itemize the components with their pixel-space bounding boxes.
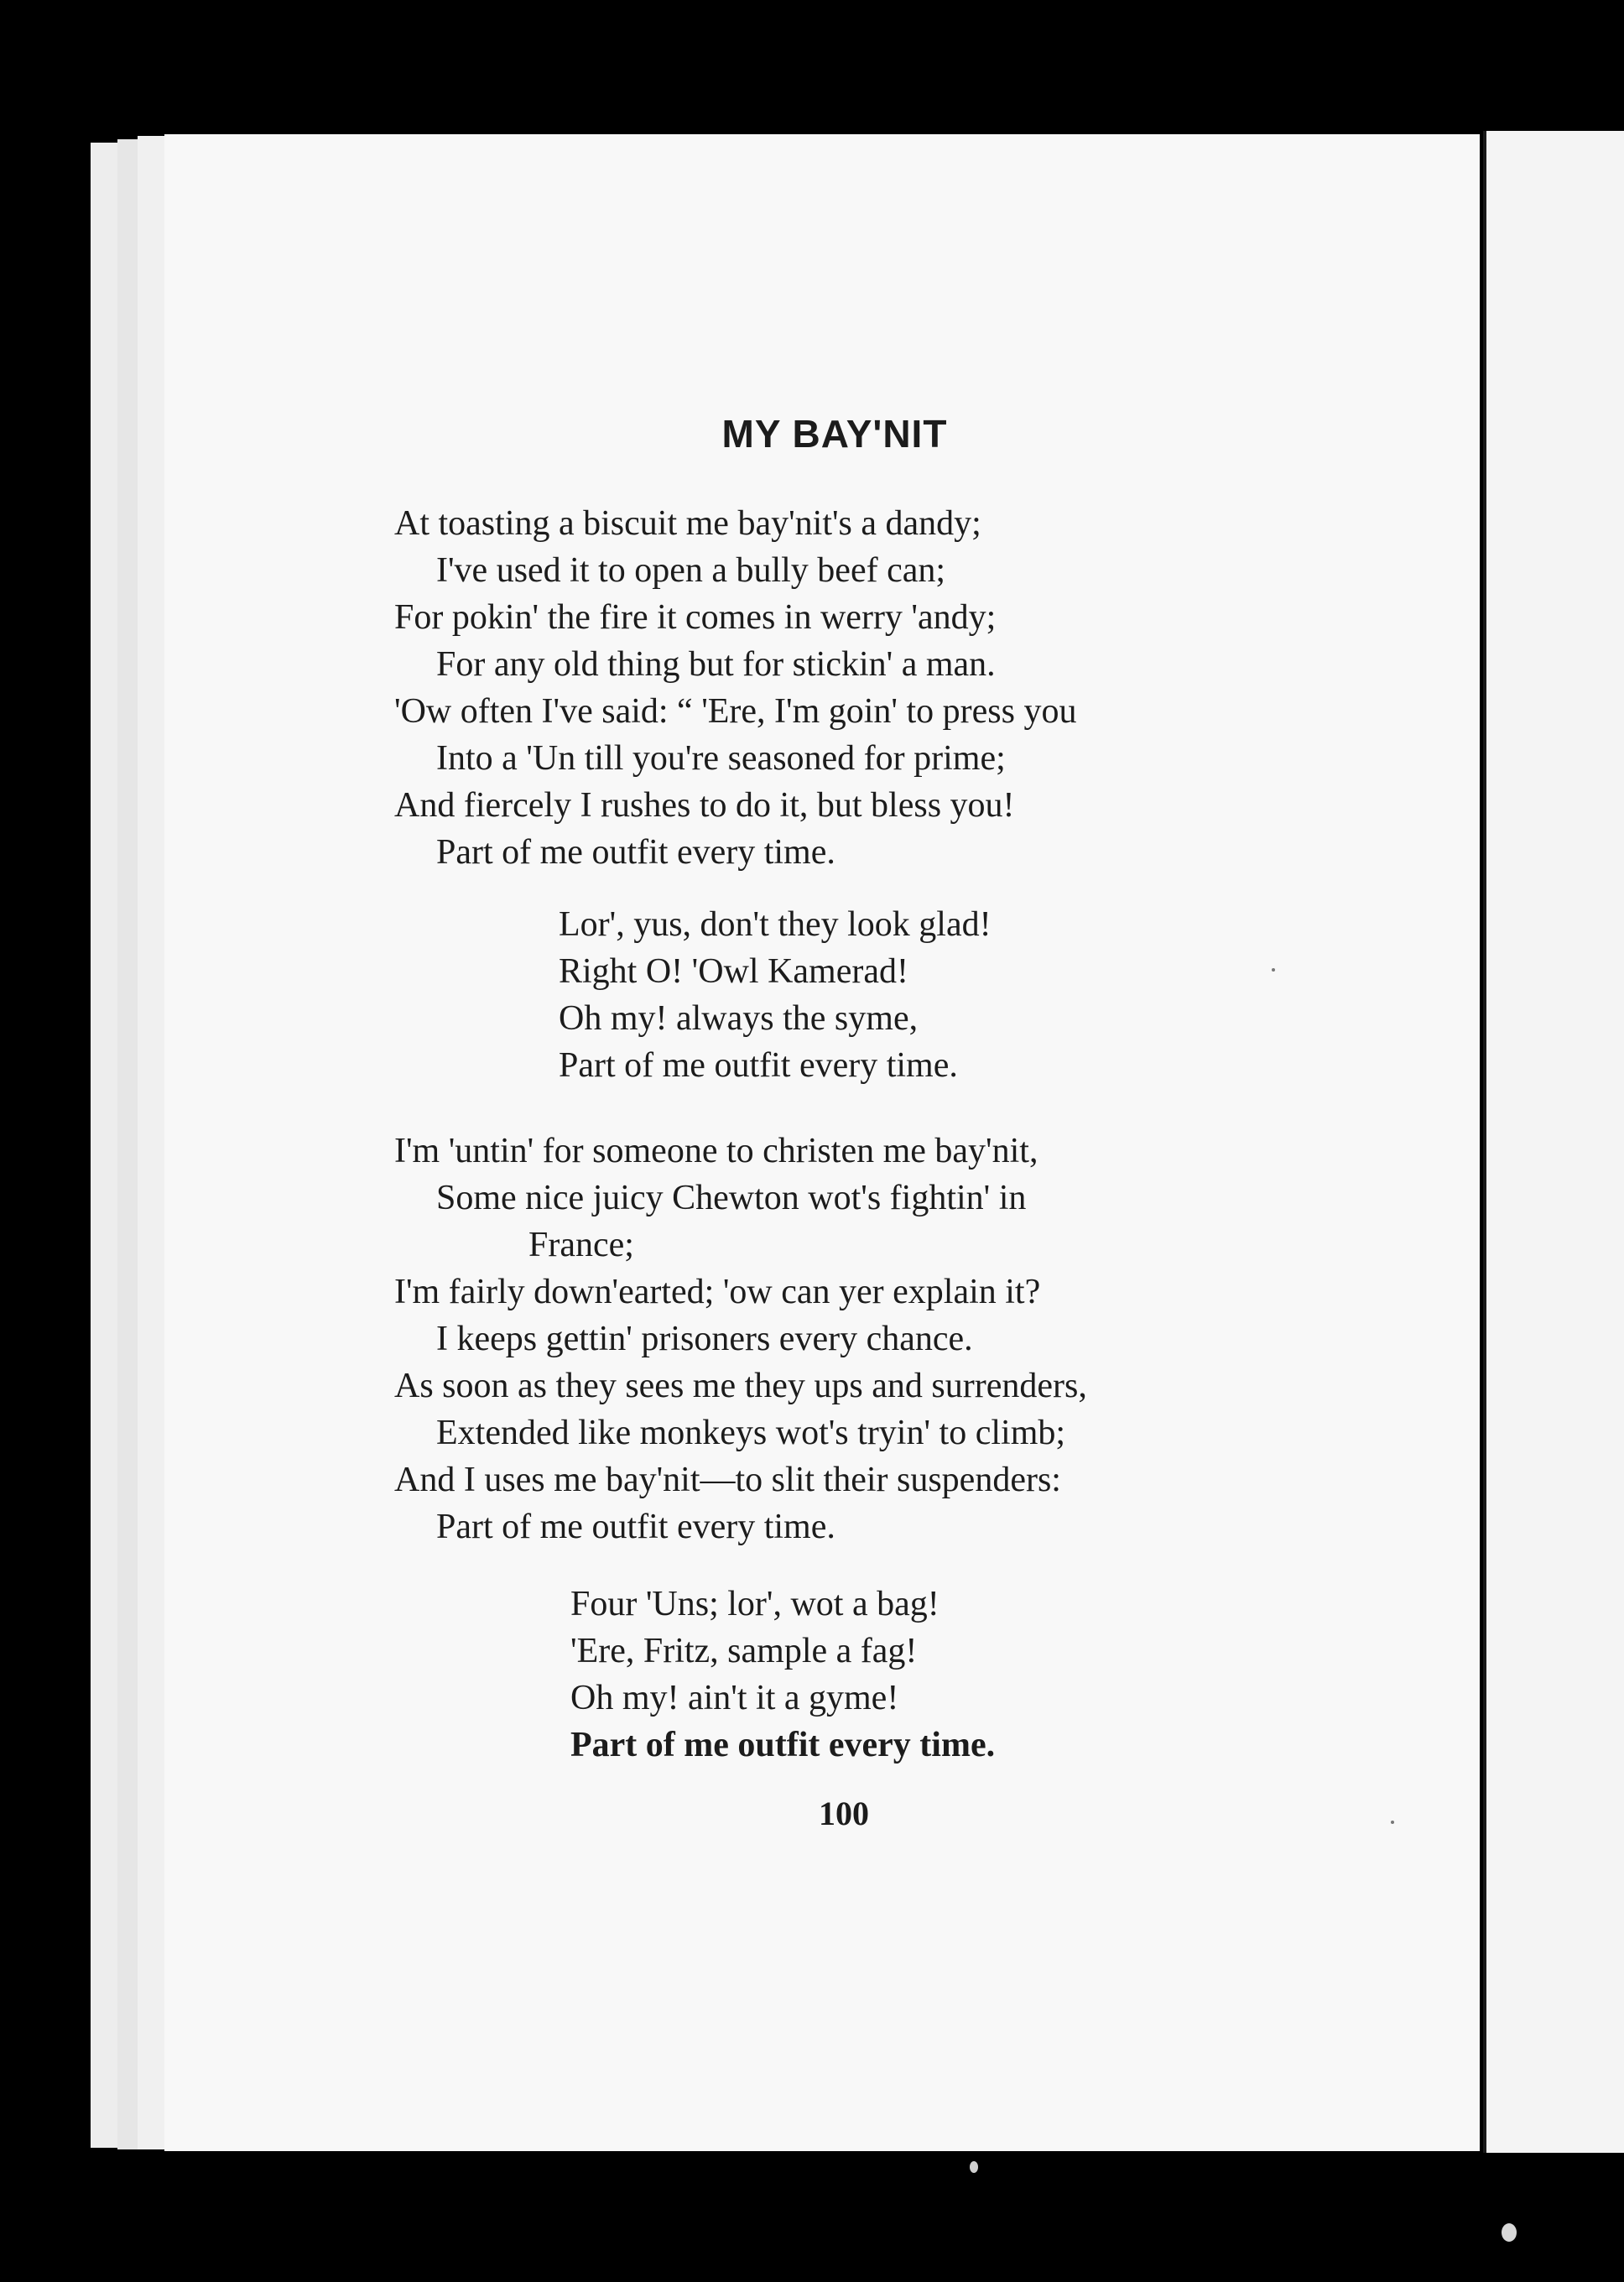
poem-line: Part of me outfit every time. — [436, 833, 835, 872]
poem-line: Into a 'Un till you're seasoned for prime; — [436, 739, 1006, 778]
poem-line: And fiercely I rushes to do it, but bless you! — [394, 786, 1015, 825]
poem-line: Part of me outfit every time. — [570, 1726, 996, 1764]
scan-speck — [970, 2161, 978, 2173]
stanza-1 — [394, 500, 1351, 876]
poem-line: Four 'Uns; lor', wot a bag! — [570, 1585, 940, 1623]
poem-line: Lor', yus, don't they look glad! — [559, 905, 992, 944]
poem-line: France; — [528, 1226, 634, 1264]
scan-speck — [1272, 968, 1275, 972]
page-number: 100 — [819, 1795, 869, 1832]
poem-line: At toasting a biscuit me bay'nit's a dandy; — [394, 504, 981, 543]
poem-line: Oh my! ain't it a gyme! — [570, 1679, 899, 1717]
poem-line: As soon as they sees me they ups and surrenders, — [394, 1367, 1087, 1405]
poem-line: 'Ere, Fritz, sample a fag! — [570, 1632, 918, 1670]
refrain-1 — [394, 901, 1351, 1089]
poem-line: 'Ow often I've said: “ 'Ere, I'm goin' to press you — [394, 692, 1077, 731]
poem-line: Part of me outfit every time. — [436, 1508, 835, 1546]
poem-line: I've used it to open a bully beef can; — [436, 551, 946, 590]
poem-line: And I uses me bay'nit—to slit their suspenders: — [394, 1461, 1061, 1499]
scan-speck — [1391, 1821, 1394, 1824]
page-edge — [138, 136, 167, 2149]
facing-page-edge — [1483, 131, 1624, 2153]
poem-line: For any old thing but for stickin' a man. — [436, 645, 996, 684]
scan-speck — [1502, 2223, 1517, 2242]
refrain-2 — [394, 1581, 1351, 1769]
poem-line: Right O! 'Owl Kamerad! — [559, 952, 908, 991]
poem-line: I'm 'untin' for someone to christen me bay'nit, — [394, 1132, 1038, 1170]
poem-line: For pokin' the fire it comes in werry 'andy; — [394, 598, 997, 637]
stanza-2 — [394, 1128, 1351, 1550]
poem-line: Some nice juicy Chewton wot's fightin' in — [436, 1179, 1027, 1217]
poem-line: Part of me outfit every time. — [559, 1046, 958, 1085]
poem-line: Extended like monkeys wot's tryin' to climb; — [436, 1414, 1066, 1452]
poem-line: I'm fairly down'earted; 'ow can yer explain it? — [394, 1273, 1041, 1311]
poem — [394, 411, 1351, 1769]
poem-line: Oh my! always the syme, — [559, 999, 919, 1038]
poem-line: I keeps gettin' prisoners every chance. — [436, 1320, 973, 1358]
poem-title: MY BAY'NIT — [721, 412, 948, 456]
